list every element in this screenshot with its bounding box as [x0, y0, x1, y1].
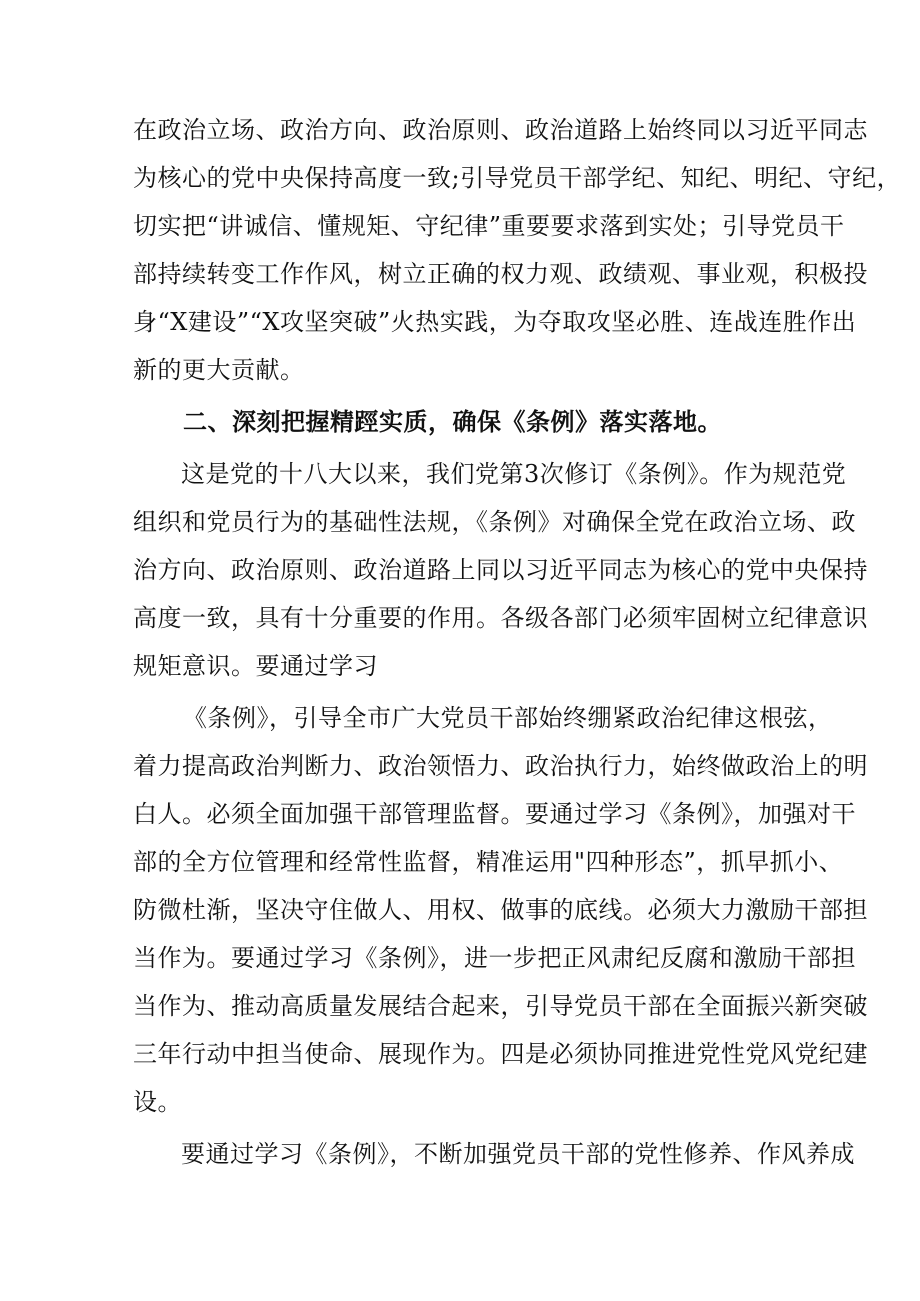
text-line: 身“X建设”“X攻坚突破”火热实践，为夺取攻坚必胜、连战连胜作出: [133, 308, 857, 336]
text-line: 治方向、政治原则、政治道路上同以习近平同志为核心的党中央保持: [133, 556, 868, 584]
text-line: 要通过学习《条例》，不断加强党员干部的党性修养、作风养成: [181, 1140, 855, 1168]
text-line: 部的全方位管理和经常性监督，精准运用"四种形态”，抓早抓小、: [133, 848, 844, 876]
text-line: 为核心的党中央保持高度一致;引导党员干部学纪、知纪、明纪、守纪，: [133, 164, 902, 192]
section-heading: 二、深刻把握精踁实质，确保《条例》落实落地。: [183, 408, 722, 436]
text-line: 防微杜渐，坚决守住做人、用权、做事的底线。必须大力激励干部担: [133, 896, 868, 924]
text-line: 当作为。要通过学习《条例》，进一步把正风肃纪反腐和激励干部担: [133, 944, 856, 972]
text-line: 三年行动中担当使命、展现作为。四是必须协同推进党性党风党纪建: [133, 1040, 868, 1068]
text-line: 着力提高政治判断力、政治领悟力、政治执行力，始终做政治上的明: [133, 752, 868, 780]
text-line: 这是党的十八大以来，我们党第3次修订《条例》。作为规范党: [181, 460, 847, 488]
text-line: 新的更大贡献。: [133, 356, 305, 384]
text-line: 设。: [133, 1088, 182, 1116]
text-line: 规矩意识。要通过学习: [133, 652, 378, 680]
text-line: 《条例》，引导全市广大党员干部始终绷紧政治纪律这根弦，: [183, 704, 833, 732]
text-line: 白人。必须全面加强干部管理监督。要通过学习《条例》，加强对干: [133, 800, 856, 828]
text-line: 在政治立场、政治方向、政治原则、政治道路上始终同以习近平同志: [133, 116, 868, 144]
text-line: 组织和党员行为的基础性法规，《条例》对确保全党在政治立场、政: [133, 508, 856, 536]
text-line: 切实把“讲诚信、懂规矩、守纪律”重要要求落到实处；引导党员干: [133, 212, 845, 240]
text-line: 高度一致，具有十分重要的作用。各级各部门必须牢固树立纪律意识: [133, 604, 868, 632]
text-line: 部持续转变工作作风，树立正确的权力观、政绩观、事业观，积极投: [133, 260, 868, 288]
text-line: 当作为、推动高质量发展结合起来，引导党员干部在全面振兴新突破: [133, 992, 868, 1020]
